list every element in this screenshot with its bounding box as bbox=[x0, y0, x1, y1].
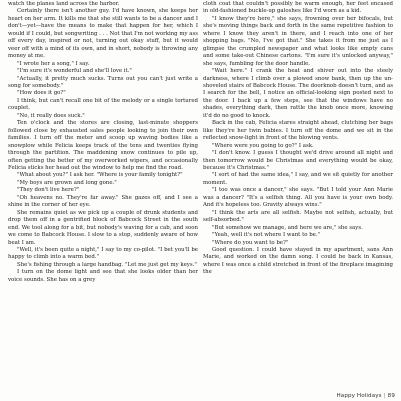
footer-separator: | bbox=[383, 393, 386, 399]
text-column-left bbox=[8, 1, 198, 284]
page-number: 89 bbox=[387, 393, 395, 399]
running-title: Happy Holidays bbox=[336, 393, 382, 399]
paragraph: "What about you?" I ask her. "Where is your family tonight?" bbox=[17, 172, 183, 179]
paragraph: "How does it go?" bbox=[17, 90, 66, 97]
paragraph: "They don't live here?" bbox=[17, 187, 80, 194]
paragraph: "No, it really does suck." bbox=[17, 112, 85, 119]
paragraph: "I sort of had the same idea," I say, and we sit quietly for another moment. bbox=[203, 172, 393, 186]
paragraph: "My boys are grown and long gone." bbox=[17, 179, 117, 186]
paragraph: "Wait here." I crank the heat and shiver out into the steely darkness, where I climb over a plowed snow bank, then up the un-shoveled stairs of Babcock House. The doorknob doesn't turn, and as I search for the bell, I notice an official-looking sign posted next to the door. I back up a few steps, see that the windows have no shades, everything dark, then rattle the knob once more, knowing it'd do no good to knock. bbox=[203, 68, 393, 119]
paragraph: She remains quiet as we pick up a couple of drunk students and drop them off in a gentrified block of Babcock Street in the south end. We tool along for a bit, but nobody's waving for a cab, and soon we come to Babcock House. I slow to a stop, suddenly aware of how beat I am. bbox=[8, 209, 198, 246]
paragraph: "Where were you going to go?" I ask. bbox=[212, 142, 314, 149]
paragraph: "I think the arts are all selfish. Maybe not selfish, actually, but self-absorbed." bbox=[203, 209, 393, 224]
paragraph: watch the planes land across the harbor. bbox=[8, 1, 120, 7]
paragraph: "I'm sure it's wonderful and she'll love it." bbox=[17, 68, 132, 75]
paragraph: "I know they're here," she says, frowning over her bifocals, but she's moving things back and forth in the same repetitive fashion to where I know they aren't in there, and I reach into one of her shopping bags. "No, I've got that." She takes it from me just as I glimpse the crumpled newspaper and what looks like empty cans and some take-out Chinese cartons. "I'm sure it's unlocked anyway," she says, fumbling for the door handle. bbox=[203, 15, 393, 67]
paragraph: Ten o'clock and the stores are closing, last-minute shoppers followed close by exhausted sales people looking to join their own families. I turn off the meter and scoop up waving bodies like a snowplow while Felicia keeps track of the tens and twenties flying through the partition. The maddening snow continues to pile up, often getting the better of my overworked wipers, and occasionally Felicia sticks her head out the window to help me find the road. bbox=[8, 120, 198, 171]
paragraph: "Yeah, well it's not where I want to be." bbox=[212, 232, 321, 239]
paragraph: "I don't know. I guess I thought we'd drive around all night and then tomorrow would be Christmas and everything would be okay, because it's Christmas." bbox=[203, 150, 393, 171]
paragraph: "I too was once a dancer," she says. "But I told your Ann Marie was a dancer? "It's a selfish thing. All you have is your own body. And it's hopeless too. Gravity always wins." bbox=[203, 187, 393, 209]
paragraph: Back in the cab, Felicia stares straight ahead, clutching her bags like they're her twin babies. I turn off the dome and we sit in the reflected snow-light in front of the blowing vents. bbox=[203, 120, 393, 142]
paragraph: "Well, it's been quite a night," I say to my co-pilot. "I bet you'll be happy to climb into a warm bed." bbox=[8, 246, 198, 261]
paragraph: She's fishing through a large handbag. "Let me just get my keys." bbox=[17, 261, 197, 268]
paragraph: "I wrote her a song," I say. bbox=[17, 60, 90, 67]
paragraph: Good question. I could have stayed in my apartment, sans Ann Marie, and worked on the damn song. I could be back in Kansas, where I was once a child stretched in front of the fireplace imagining the bbox=[203, 246, 393, 276]
paragraph: "Oh heavens no. They're far away." She gazes off, and I see a shine in the corner of her eye. bbox=[8, 194, 198, 209]
paragraph: Certainly there isn't another guy. I'd have known, she keeps her heart on her arm. It kills me that she still wants to be a dancer and I don't—yet—have the means to make that happen for her, which I would if I could, but songwriting . . . Not that I'm not working my ass off every day, inspired or not, turning out okay stuff, but it would veer off with a mind of its own, and in short, nobody is throwing any money at me. bbox=[8, 8, 198, 60]
paragraph: I think, but can't recall one bit of the melody or a single tortured couplet. bbox=[8, 97, 198, 112]
paragraph: cloth coat that couldn't possibly be warm enough, her feet encased in old-fashioned buckle-up galoshes like I'd worn as a kid. bbox=[203, 1, 393, 15]
page-footer bbox=[337, 393, 396, 399]
paragraph: I turn on the dome light and see that she looks older than her voice sounds. She has on a grey bbox=[8, 269, 198, 283]
paragraph: "Where do you want to be?" bbox=[212, 239, 289, 246]
paragraph: "But somehow we manage, and here we are," she says. bbox=[212, 224, 363, 231]
paragraph: "Actually, it pretty much sucks. Turns out you can't just write a song for somebody." bbox=[8, 75, 198, 89]
text-column-right bbox=[203, 1, 393, 277]
